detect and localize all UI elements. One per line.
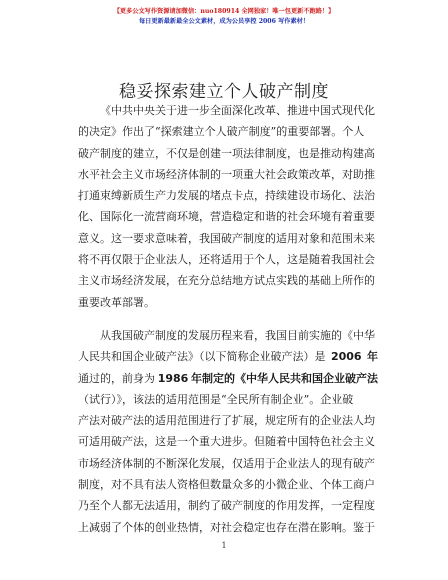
document-body <box>78 100 378 538</box>
year-2006: 2006 <box>330 350 362 364</box>
paragraph-2-line: （试行）》，该法的适用范围是“全民所有制企业”。企业破 <box>78 392 354 406</box>
promo-banner-line-1: 【更多公文写作资源请加微信：nuo180914 全网独家！唯一包更新不跑路！】 <box>113 8 335 15</box>
paragraph-1-line: 化、国际化一流营商环境，营造稳定和谐的社会环境有着重要 <box>78 210 375 224</box>
paragraph-1-line: 破产制度的建立，不仅是创建一项法律制度，也是推动构建高 <box>78 146 375 160</box>
paragraph-2-line: 制度，对不具有法人资格但数量众多的小微企业、个体工商户 <box>78 478 375 492</box>
paragraph-2-text: 人民共和国企业破产法》（以下简称企业破产法）是 <box>78 350 326 364</box>
document-title: 稳妥探索建立个人破产制度 <box>119 82 329 102</box>
promo-banner-line-2: 每日更新最新最全公文素材，成为公员享控 2006 写作素材！ <box>138 18 310 25</box>
paragraph-2-line: 从我国破产制度的发展历程来看，我国目前实施的《中华 <box>100 328 375 342</box>
paragraph-1-line: 将不再仅限于企业法人，还将适用于个人，这是随着我国社会 <box>78 253 375 267</box>
page-number: 1 <box>221 541 227 550</box>
paragraph-1-line: 意义。这一要求意味着，我国破产制度的适用对象和范围未来 <box>78 231 375 245</box>
paragraph-2-line: 乃至个人都无法适用，制约了破产制度的作用发挥，一定程度 <box>78 499 375 513</box>
paragraph-2-line: 产法对破产法的适用范围进行了扩展，规定所有的企业法人均 <box>78 414 375 428</box>
year-1986: 1986 <box>157 371 189 385</box>
paragraph-1-line: 主义市场经济发展，在充分总结地方试点实践的基础上所作的 <box>78 274 375 288</box>
paragraph-2-line: 上减弱了个体的创业热情，对社会稳定也存在潜在影响。鉴于 <box>78 520 375 534</box>
paragraph-2-line: 可适用破产法，这是一个重大进步。但随着中国特色社会主义 <box>78 435 375 449</box>
paragraph-1-line: 《中共中央关于进一步全面深化改革、推进中国式现代化 <box>100 104 375 117</box>
paragraph-2-line <box>78 346 378 367</box>
paragraph-1-line: 的决定》作出了“探索建立个人破产制度”的重要部署。个人 <box>78 125 365 139</box>
year-suffix: 年 <box>367 350 378 364</box>
paragraph-1-line: 重要改革部署。 <box>78 295 155 309</box>
paragraph-1-line: 水平社会主义市场经济体制的一项重大社会政策改革，对助推 <box>78 167 375 181</box>
bold-law-name: 年制定的《中华人民共和国企业破产法 <box>191 371 378 385</box>
paragraph-2-text: 通过的，前身为 <box>78 371 155 385</box>
paragraph-2-line: 市场经济体制的不断深化发展，仅适用于企业法人的现有破产 <box>78 456 375 470</box>
paragraph-2-line <box>78 368 378 389</box>
paragraph-1-line: 打通束缚新质生产力发展的堵点卡点，持续建设市场化、法治 <box>78 189 375 203</box>
